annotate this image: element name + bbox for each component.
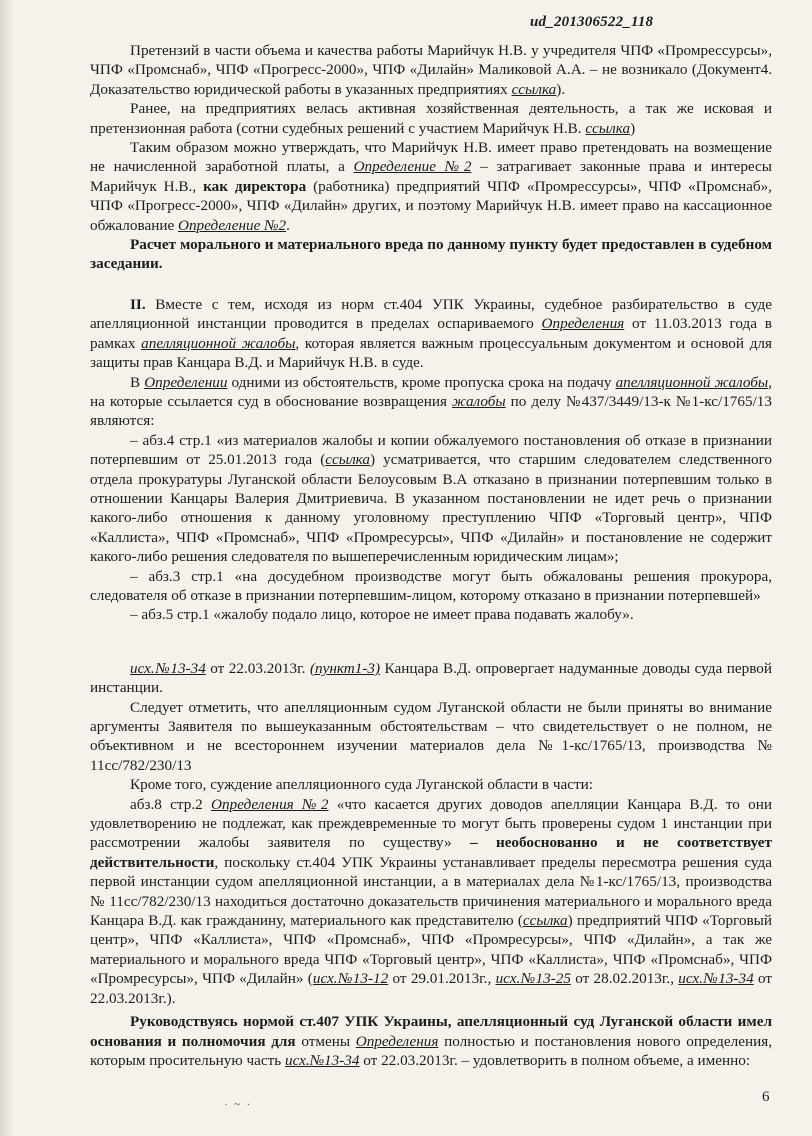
document-id: ud_201306522_118 — [530, 14, 654, 30]
link-opredeleniya[interactable]: Определения — [541, 315, 625, 333]
text: Таким образом можно утверждать, что Марийчук Н.В. имеет право претендовать на возмещение не начисленной заработной платы, а — [90, 139, 772, 176]
text: от 22.03.2013г. – удовлетворить в полном объеме, а именно: — [359, 1051, 751, 1069]
paragraph-6 — [90, 373, 772, 431]
text: Вместе с тем, исходя из норм ст.404 УПК Украины, судебное разбирательство в суде апелляционной инстанции проводится в пределах оспариваемого — [90, 295, 772, 333]
text: по делу №437/3449/13-к №1-кс/1765/13 являются: — [90, 392, 772, 430]
link-opredelenii[interactable]: Определении — [144, 373, 228, 391]
quote-2: – абз.3 стр.1 «на досудебном производстве могут быть обжалованы решения прокурора, следователя об отказе в признании потерпевшим-лицом, которому отказано в признании потерпевшей» — [90, 567, 772, 604]
spacer — [90, 625, 772, 659]
paragraph-11 — [90, 1012, 772, 1070]
paragraph-7 — [90, 659, 772, 698]
link-opredelenie-2[interactable]: Определение №2 — [353, 158, 472, 176]
text: от 11.03.2013 года в рамках — [90, 315, 772, 352]
link-zhaloby[interactable]: жалобы — [452, 392, 506, 410]
text: Ранее, на предприятиях велась активная хозяйственная деятельность, а так же исковая и претензионная работа (сотни судебных решений с участием Марийчук Н.В. — [90, 100, 772, 137]
link-appeal[interactable]: апелляционной жалобы — [141, 334, 296, 352]
link-ssylka[interactable]: ссылка — [585, 119, 631, 137]
bold-text: Руководствуясь нормой ст.407 УПК Украины, апелляционный суд Луганской области имел основания и полномочия для — [90, 1013, 772, 1050]
text: абз.8 стр.2 — [130, 795, 212, 813]
text: В — [130, 373, 145, 391]
text: , поскольку ст.404 УПК Украины устанавливает пределы пересмотра решения суда первой инстанции судом апелляционной инстанции, а в материалах дела №1-кс/1765/13, производства № 11сс/782/230/13 находиться достаточно доказательств причинения материального и морального вреда Канцара В.Д. как гражданину, материального как представителю ( — [90, 853, 772, 930]
text: – абз.4 стр.1 «из материалов жалобы и копии обжалуемого постановления об отказе в признании потерпевшим от 25.01.2013 года ( — [90, 431, 772, 469]
text: от 28.02.2013г., — [570, 970, 679, 988]
quote-1 — [90, 431, 772, 567]
link-ssylka[interactable]: ссылка — [325, 451, 371, 469]
link-opredeleniya[interactable]: Определения — [355, 1032, 439, 1050]
text: , на которые ссылается суд в обоснование возвращения — [90, 373, 772, 410]
paragraph-10 — [90, 795, 772, 1008]
link-ref-13-34[interactable]: исх.№13-34 — [130, 659, 206, 677]
text: одними из обстоятельств, кроме пропуска срока на подачу — [227, 373, 616, 391]
text: , которая является важным процессуальным документом и основой для защиты прав Канцара В.Д. и Марийчук Н.В. в суде. — [90, 334, 772, 372]
paragraph-4-bold: Расчет морального и материального вреда по данному пункту будет предоставлен в судебном заседании. — [90, 236, 772, 273]
link-ref-13-34[interactable]: исх.№13-34 — [678, 970, 754, 988]
text: «что касается других доводов апелляции Канцара В.Д. то они удовлетворению не подлежат, как преждевременные то могут быть проверены судом 1 инстанции при рассмотрении жалобы заявителя по существу» — [90, 795, 773, 852]
text: ). — [556, 80, 566, 98]
quote-3: – абз.5 стр.1 «жалобу подало лицо, которое не имеет права подавать жалобу». — [130, 606, 634, 624]
link-appeal[interactable]: апелляционной жалобы — [615, 373, 769, 391]
text: от 22.03.2013г. — [205, 659, 310, 677]
bold-text: как директора — [203, 177, 307, 195]
text: . — [286, 216, 290, 234]
text: ) предприятий ЧПФ «Торговый центр», ЧПФ «Каллиста», ЧПФ «Промснаб», ЧПФ «Промресурсы», ЧПФ «Дилайн», а так же материального и морального вреда ЧПФ «Торговый центр», ЧПФ «Каллиста», ЧПФ «Промснаб», ЧПФ «Промресурсы», ЧПФ «Дилайн» ( — [90, 912, 772, 988]
link-items-1-3[interactable]: (пункт1-3) — [309, 659, 381, 677]
paragraph-5 — [90, 295, 772, 373]
text: ) — [630, 119, 636, 137]
paragraph-9: Кроме того, суждение апелляционного суда Луганской области в части: — [130, 776, 593, 794]
link-ssylka[interactable]: ссылка — [511, 80, 557, 98]
text: от 29.01.2013г., — [388, 970, 496, 988]
document-body — [90, 41, 772, 1070]
link-opredelenie-2[interactable]: Определение №2 — [178, 216, 287, 234]
link-ssylka[interactable]: ссылка — [522, 912, 568, 930]
paragraph-3 — [90, 138, 772, 235]
paragraph-1 — [90, 41, 772, 99]
text: – затрагивает законные права и интересы Марийчук Н.В., — [90, 158, 772, 195]
text: полностью и постановления нового определения, которым просительную часть — [90, 1032, 772, 1069]
paragraph-2 — [90, 99, 772, 138]
link-ref-13-34[interactable]: исх.№13-34 — [285, 1051, 360, 1069]
link-ref-13-12[interactable]: исх.№13-12 — [312, 970, 389, 988]
text: от 22.03.2013г.). — [90, 970, 772, 1007]
paragraph-8: Следует отметить, что апелляционным судом Луганской области не были приняты во внимание аргументы Заявителя по вышеуказанным обстоятельствам – что свидетельствует о не полном, не объективном и не всестороннем изучении материалов дела №1-кс/1765/13, производства № 11сс/782/230/13 — [90, 698, 772, 774]
page-number: 6 — [762, 1089, 770, 1105]
section-number: II. — [130, 295, 146, 313]
text: Канцара В.Д. опровергает надуманные доводы суда первой инстанции. — [90, 659, 772, 697]
scan-edge-shadow — [0, 0, 14, 1136]
link-ref-13-25[interactable]: исх.№13-25 — [495, 970, 571, 988]
text: Претензий в части объема и качества работы Марийчук Н.В. у учредителя ЧПФ «Промрессурсы», ЧПФ «Промснаб», ЧПФ «Прогресс-2000», ЧПФ «Дилайн» Маликовой А.А. – не возникало (Документ4. Доказательство юридической работы в указанных предприятиях — [90, 42, 772, 98]
text: ) усматривается, что старшим следователем следственного отдела прокуратуры Луганской области Белоусовым В.А отказано в признании потерпевшим только в отношении Канцары Валерия Дмитриевича. В указанном постановлении не идет речь о признании какого-либо отношения к данному уголовному преступлению ЧПФ «Торговый центр», ЧПФ «Каллиста», ЧПФ «Промснаб», ЧПФ «Промресурсы», ЧПФ «Дилайн» и постановление не содержит какого-либо решения следователя по вышеперечисленным юридическим лицам»; — [90, 451, 773, 566]
scan-artifact: · ~ · — [224, 1097, 251, 1111]
link-opredeleniya-2[interactable]: Определения №2 — [211, 795, 329, 813]
bold-text: – необоснованно и не соответствует действительности — [90, 834, 772, 871]
spacer — [90, 274, 772, 295]
text: отмены — [295, 1032, 356, 1050]
text: (работника) предприятий ЧПФ «Промрессурсы», ЧПФ «Промснаб», ЧПФ «Прогресс-2000», ЧПФ «Дилайн» других, и поэтому Марийчук Н.В. имеет право на кассационное обжалование — [90, 177, 772, 234]
